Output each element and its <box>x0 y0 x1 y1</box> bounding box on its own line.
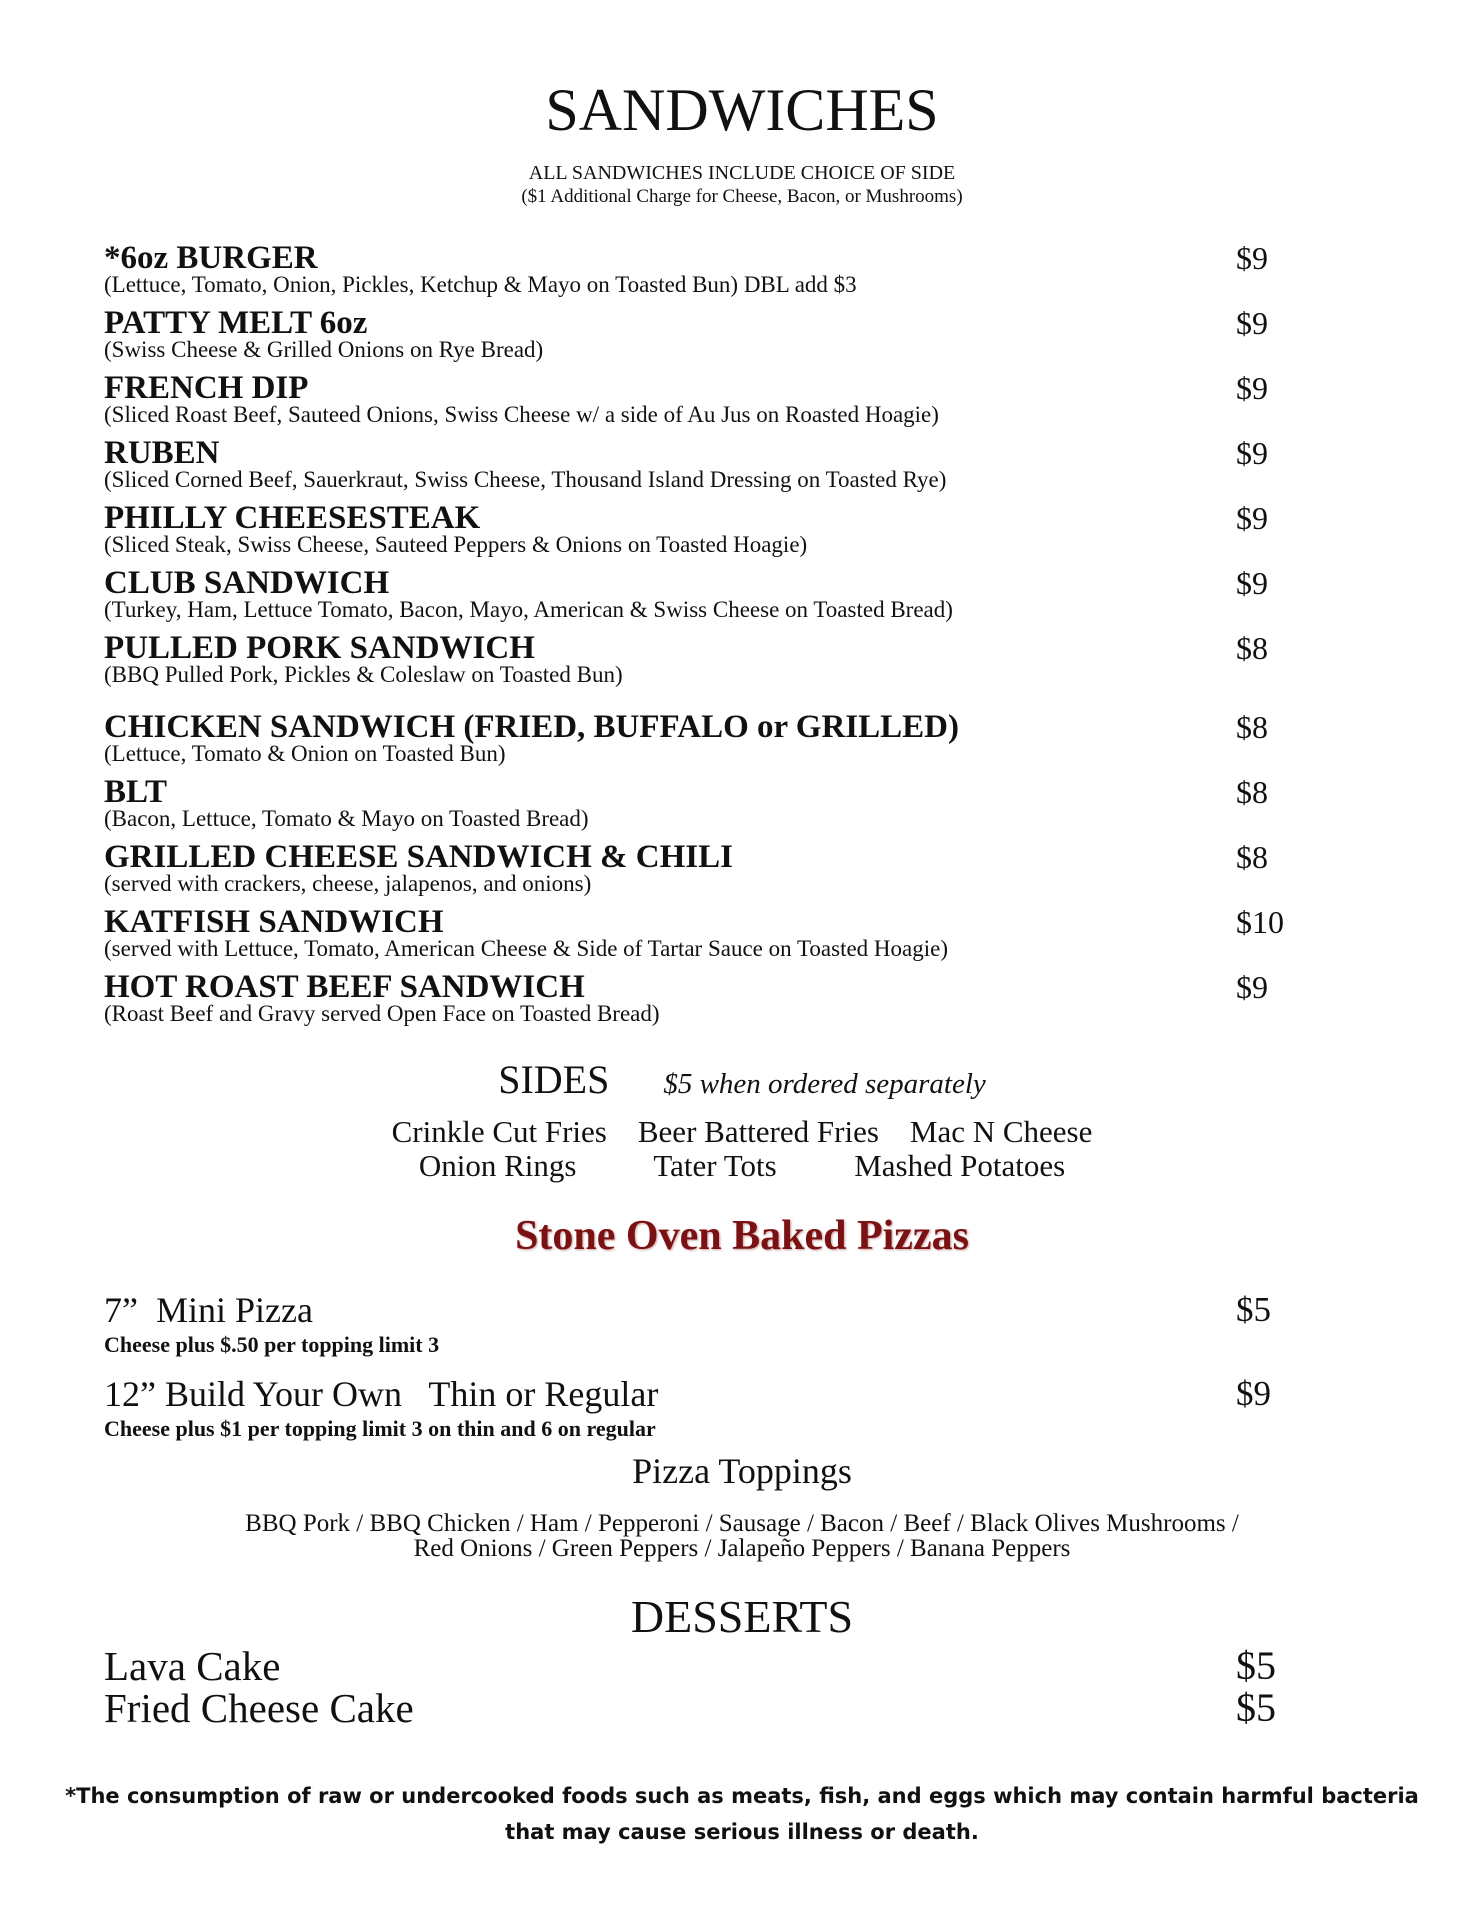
item-description: (Sliced Steak, Swiss Cheese, Sauteed Peppers & Onions on Toasted Hoagie) <box>104 532 808 557</box>
item-price: $9 <box>1236 969 1268 1005</box>
item-description: (Turkey, Ham, Lettuce Tomato, Bacon, Mayo, American & Swiss Cheese on Toasted Bread) <box>104 597 953 622</box>
item-price: $8 <box>1236 839 1268 875</box>
sides-header <box>0 1056 1484 1103</box>
pizzas-title: Stone Oven Baked Pizzas <box>515 1213 969 1259</box>
toppings-title: Pizza Toppings <box>632 1451 852 1491</box>
menu-item <box>104 774 1304 839</box>
item-name: RUBEN <box>104 435 220 471</box>
menu-item <box>104 240 1304 305</box>
menu-item <box>104 709 1304 774</box>
item-description: (served with Lettuce, Tomato, American Cheese & Side of Tartar Sauce on Toasted Hoagie) <box>104 936 948 961</box>
item-price: $9 <box>1236 565 1268 601</box>
sides-title: SIDES <box>498 1057 610 1102</box>
item-name: KATFISH SANDWICH <box>104 904 444 940</box>
menu-item <box>104 839 1304 904</box>
menu-item <box>104 435 1304 500</box>
item-name: CHICKEN SANDWICH (FRIED, BUFFALO or GRILLED) <box>104 709 960 745</box>
menu-item <box>104 969 1304 1034</box>
pizza-price: $9 <box>1236 1374 1271 1413</box>
item-name: PATTY MELT 6oz <box>104 305 368 341</box>
item-price: $10 <box>1236 904 1284 940</box>
item-name: CLUB SANDWICH <box>104 565 390 601</box>
sandwiches-subtitle: ALL SANDWICHES INCLUDE CHOICE OF SIDE <box>528 162 956 184</box>
menu-item <box>104 565 1304 630</box>
item-description: (Sliced Roast Beef, Sauteed Onions, Swiss Cheese w/ a side of Au Jus on Roasted Hoagie) <box>104 402 939 427</box>
item-price: $9 <box>1236 305 1268 341</box>
desserts-title: DESSERTS <box>630 1591 854 1642</box>
menu-item <box>104 630 1304 695</box>
sides-list-row: Crinkle Cut Fries Beer Battered Fries Mac N Cheese <box>391 1114 1093 1149</box>
item-price: $9 <box>1236 500 1268 536</box>
dessert-price: $5 <box>1236 1643 1276 1688</box>
item-description: (Sliced Corned Beef, Sauerkraut, Swiss Cheese, Thousand Island Dressing on Toasted Rye) <box>104 467 947 492</box>
item-price: $8 <box>1236 630 1268 666</box>
item-description: (Swiss Cheese & Grilled Onions on Rye Bread) <box>104 337 544 362</box>
item-name: FRENCH DIP <box>104 370 309 406</box>
menu-item <box>104 904 1304 969</box>
item-name: *6oz BURGER <box>104 240 318 276</box>
item-name: HOT ROAST BEEF SANDWICH <box>104 969 585 1005</box>
menu-item <box>104 500 1304 565</box>
toppings-list: BBQ Pork / BBQ Chicken / Ham / Pepperoni / Sausage / Bacon / Beef / Black Olives Mushrooms / <box>245 1510 1239 1537</box>
item-description: (BBQ Pulled Pork, Pickles & Coleslaw on Toasted Bun) <box>104 662 623 687</box>
item-price: $9 <box>1236 370 1268 406</box>
sandwiches-note: ($1 Additional Charge for Cheese, Bacon, or Mushrooms) <box>521 186 963 207</box>
menu-item <box>104 370 1304 435</box>
item-description: (served with crackers, cheese, jalapenos, and onions) <box>104 871 592 896</box>
item-name: BLT <box>104 774 168 810</box>
dessert-item <box>104 1686 1304 1730</box>
item-price: $9 <box>1236 435 1268 471</box>
item-price: $8 <box>1236 709 1268 745</box>
pizza-name: 12” Build Your Own Thin or Regular <box>104 1374 659 1414</box>
pizza-note: Cheese plus $.50 per topping limit 3 <box>104 1332 440 1357</box>
item-price: $8 <box>1236 774 1268 810</box>
item-description: (Bacon, Lettuce, Tomato & Mayo on Toasted Bread) <box>104 806 589 831</box>
dessert-name: Fried Cheese Cake <box>104 1685 414 1731</box>
sides-list-row: Onion Rings Tater Tots Mashed Potatoes <box>418 1148 1066 1183</box>
item-description: (Lettuce, Tomato & Onion on Toasted Bun) <box>104 741 506 766</box>
item-name: PHILLY CHEESESTEAK <box>104 500 481 536</box>
item-name: PULLED PORK SANDWICH <box>104 630 535 666</box>
item-price: $9 <box>1236 240 1268 276</box>
food-safety-disclaimer: *The consumption of raw or undercooked foods such as meats, fish, and eggs which may contain harmful bacteria <box>65 1784 1419 1808</box>
food-safety-disclaimer: that may cause serious illness or death. <box>505 1820 979 1844</box>
dessert-name: Lava Cake <box>104 1643 281 1689</box>
menu-item <box>104 305 1304 370</box>
sandwich-list <box>104 240 1304 1034</box>
sides-price-note: $5 when ordered separately <box>663 1068 986 1100</box>
toppings-list: Red Onions / Green Peppers / Jalapeño Peppers / Banana Peppers <box>413 1535 1071 1562</box>
item-description: (Roast Beef and Gravy served Open Face on Toasted Bread) <box>104 1001 660 1026</box>
dessert-price: $5 <box>1236 1685 1276 1730</box>
item-name: GRILLED CHEESE SANDWICH & CHILI <box>104 839 733 875</box>
pizza-note: Cheese plus $1 per topping limit 3 on thin and 6 on regular <box>104 1416 656 1441</box>
pizza-price: $5 <box>1236 1290 1271 1329</box>
dessert-item <box>104 1644 1304 1688</box>
item-description: (Lettuce, Tomato, Onion, Pickles, Ketchup & Mayo on Toasted Bun) DBL add $3 <box>104 272 857 297</box>
sandwiches-title: SANDWICHES <box>545 77 939 143</box>
pizza-name: 7” Mini Pizza <box>104 1290 313 1330</box>
